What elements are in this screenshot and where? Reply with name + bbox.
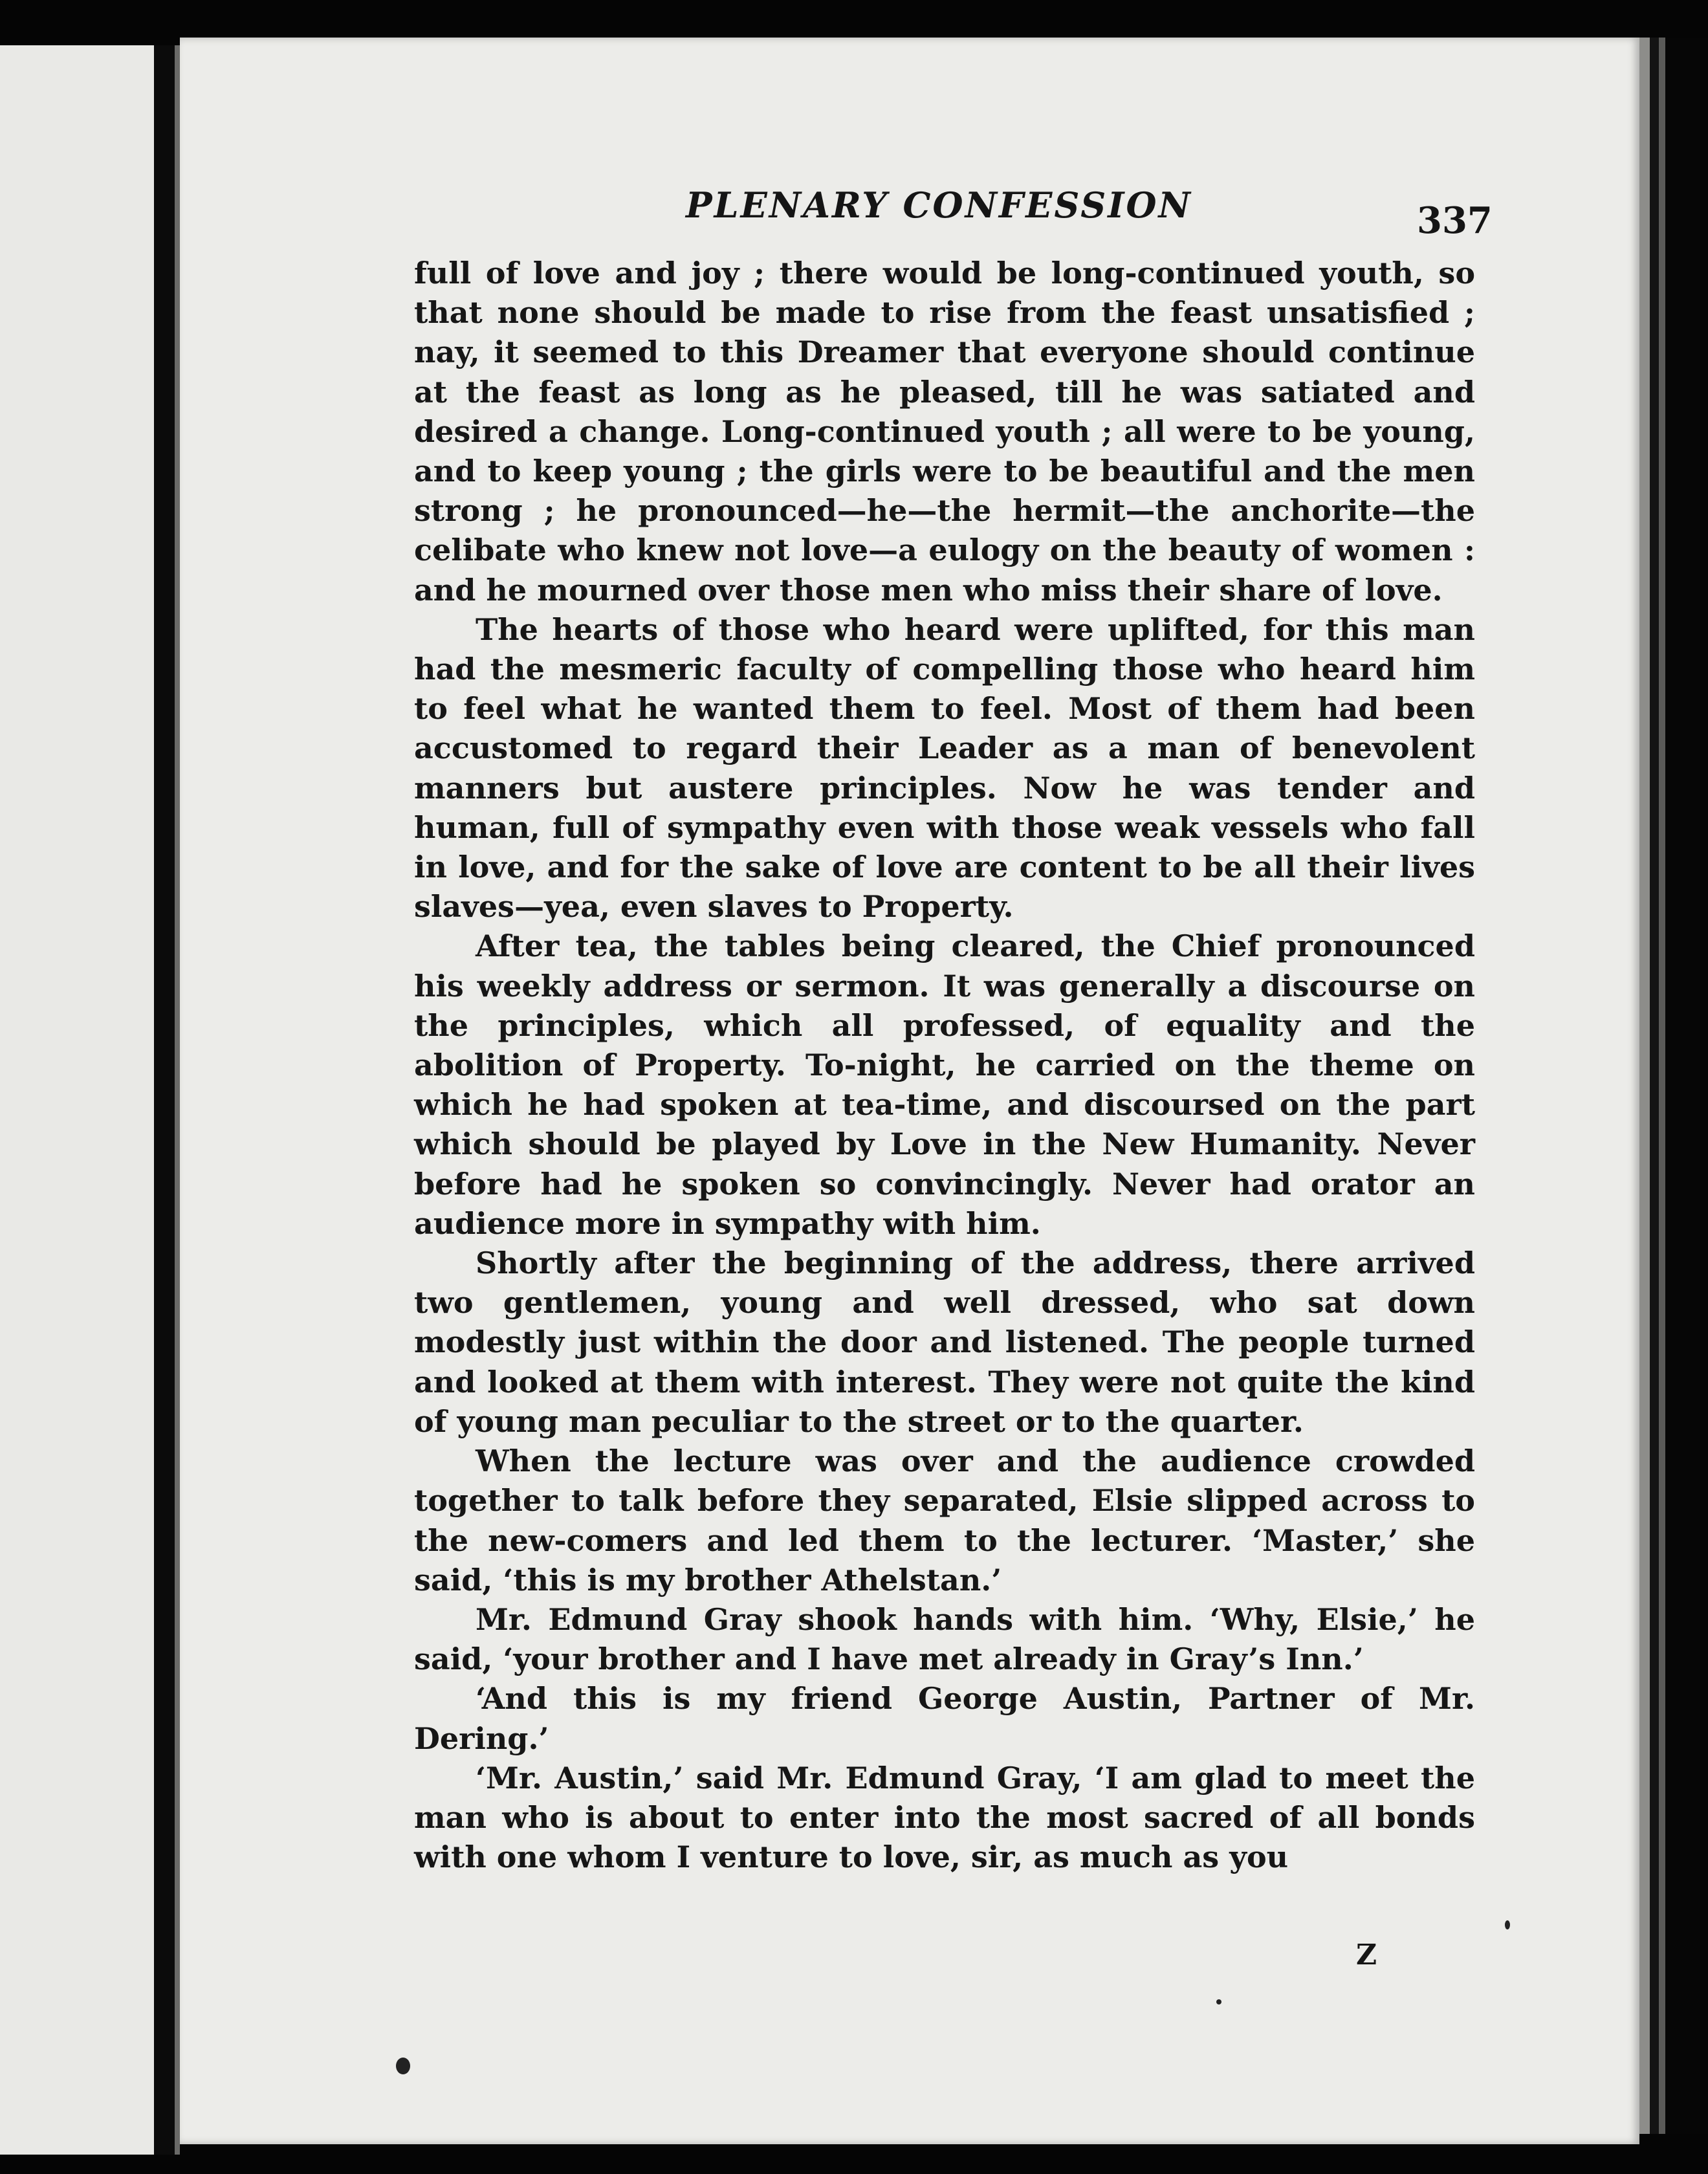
page-edge-stack-mid (1659, 38, 1665, 2134)
paragraph: Shortly after the beginning of the address, there arrived two gentlemen, young and well dressed, who sat down modestly just within the door and listened. The people turned and looked at them with interest. They were not quite the kind of young man peculiar to the street or to the quarter. (414, 1246, 1475, 1439)
page-edge-stack (1639, 38, 1650, 2134)
body-text (414, 254, 1475, 1877)
signature-mark: Z (1356, 1938, 1377, 1971)
paragraph: When the lecture was over and the audience crowded together to talk before they separated, Elsie slipped across to the new-comers and led them to the lecturer. ‘Master,’ she said, ‘this is my brother Athelstan.’ (414, 1444, 1475, 1598)
paragraph: ‘Mr. Austin,’ said Mr. Edmund Gray, ‘I am glad to meet the man who is about to enter into the most sacred of all bonds with one whom I venture to love, sir, as much as you (414, 1760, 1475, 1875)
page-edge-outer (1665, 38, 1708, 2134)
gutter-shadow (175, 45, 180, 2155)
ink-speck (1216, 1999, 1221, 2004)
page-edge-stack-dark (1650, 38, 1659, 2134)
running-head: PLENARY CONFESSION (686, 184, 1192, 226)
paragraph: full of love and joy ; there would be long-continued youth, so that none should be made to rise from the feast unsatisfied ; nay, it seemed to this Dreamer that everyone should continue at the feast as long as he pleased, till he was satiated and desired a change. Long-continued youth ; all were to be young, and to keep young ; the girls were to be beautiful and the men strong ; he pronounced—he—the hermit—the anchorite—the celibate who knew not love—a eulogy on the beauty of women : and he mourned over those men who miss their share of love. (414, 256, 1475, 608)
paragraph: Mr. Edmund Gray shook hands with him. ‘Why, Elsie,’ he said, ‘your brother and I have met already in Gray’s Inn.’ (414, 1601, 1475, 1677)
facing-page-edge (0, 45, 154, 2155)
ink-speck (1505, 1920, 1510, 1929)
ink-speck (396, 2058, 410, 2074)
page-number: 337 (1417, 199, 1493, 242)
paragraph: After tea, the tables being cleared, the Chief pronounced his weekly address or sermon. It was generally a discourse on the principles, which all professed, of equality and the abolition of Property. To-night, he carried on the theme on which he had spoken at tea-time, and discoursed on the part which should be played by Love in the New Humanity. Never before had he spoken so convincingly. Never had orator an audience more in sympathy with him. (414, 928, 1475, 1241)
paragraph: The hearts of those who heard were uplifted, for this man had the mesmeric faculty of compelling those who heard him to feel what he wanted them to feel. Most of them had been accustomed to regard their Leader as a man of benevolent manners but austere principles. Now he was tender and human, full of sympathy even with those weak vessels who fall in love, and for the sake of love are content to be all their lives slaves—yea, even slaves to Property. (414, 611, 1475, 925)
paragraph: ‘And this is my friend George Austin, Partner of Mr. Dering.’ (414, 1681, 1475, 1756)
book-gutter (154, 45, 175, 2155)
